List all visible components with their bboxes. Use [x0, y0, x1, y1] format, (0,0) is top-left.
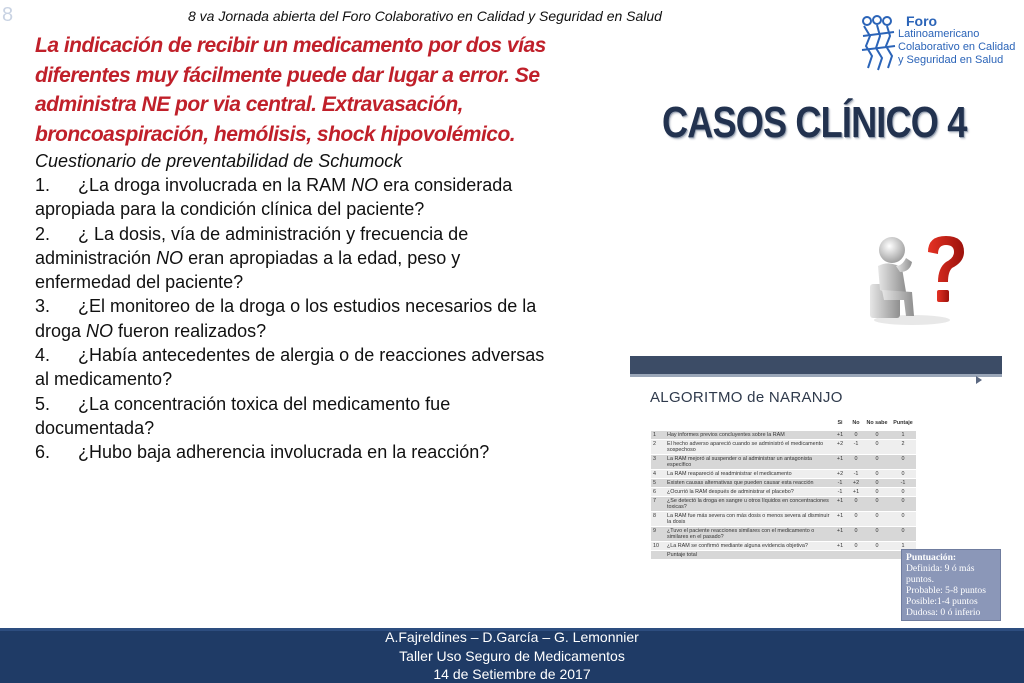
- total-label: Puntaje total: [665, 550, 890, 559]
- table-cell: +2: [848, 478, 864, 487]
- table-cell: 1: [651, 430, 665, 439]
- question-item: [35, 440, 555, 464]
- total-row: [651, 550, 916, 559]
- question-number: 4.: [35, 345, 51, 366]
- question-item: [35, 343, 555, 392]
- question-text: ¿El monitoreo de la droga o los estudios necesarios de la droga: [35, 296, 537, 341]
- table-cell: 0: [864, 526, 890, 541]
- table-cell: 0: [848, 430, 864, 439]
- table-cell: ¿Ocurrió la RAM después de administrar el placebo?: [665, 487, 832, 496]
- question-text: ¿La droga involucrada en la RAM: [78, 175, 352, 195]
- table-cell: 0: [848, 526, 864, 541]
- table-cell: 0: [890, 496, 916, 511]
- question-number: 6.: [35, 442, 51, 463]
- table-cell: +1: [832, 526, 848, 541]
- footer-workshop: Taller Uso Seguro de Medicamentos: [399, 648, 625, 664]
- table-cell: 0: [864, 487, 890, 496]
- table-cell: +1: [832, 454, 848, 469]
- table-cell: -1: [832, 478, 848, 487]
- table-cell: 0: [864, 478, 890, 487]
- table-cell: Hay informes previos concluyentes sobre la RAM: [665, 430, 832, 439]
- table-cell: ¿La RAM se confirmó mediante alguna evidencia objetiva?: [665, 541, 832, 550]
- table-cell: 0: [864, 454, 890, 469]
- slide-number: 8: [2, 4, 14, 26]
- question-text: ¿La concentración toxica del medicamento fue documentada?: [35, 393, 451, 438]
- table-cell: +1: [832, 496, 848, 511]
- header-cell: Si: [837, 419, 843, 426]
- question-text-end: era considerada apropiada para la condición clínica del paciente?: [35, 175, 513, 220]
- table-cell: 0: [890, 469, 916, 478]
- table-cell: 0: [890, 487, 916, 496]
- footer-bar: [0, 628, 1024, 683]
- table-cell: 8: [651, 511, 665, 526]
- question-item: [35, 294, 555, 343]
- table-cell: -1: [848, 439, 864, 454]
- naranjo-table: [651, 416, 916, 559]
- naranjo-table-body: [651, 430, 916, 559]
- header-cell: No: [852, 419, 860, 426]
- table-cell: -1: [832, 487, 848, 496]
- question-number: 3.: [35, 296, 51, 317]
- question-emphasis: NO: [86, 320, 114, 341]
- table-cell: 2: [651, 439, 665, 454]
- header-cell: [651, 416, 665, 430]
- table-row: [651, 487, 916, 496]
- table-cell: El hecho adverso apareció cuando se administró el medicamento sospechoso: [665, 439, 832, 454]
- table-cell: +2: [832, 439, 848, 454]
- table-cell: 0: [890, 526, 916, 541]
- table-row: [651, 496, 916, 511]
- table-cell: +1: [832, 430, 848, 439]
- score-legend-line: Definida: 9 ó más puntos.: [906, 563, 975, 585]
- case-title: CASOS CLÍNICO 4: [662, 98, 967, 147]
- table-cell: -1: [848, 469, 864, 478]
- table-cell: 4: [651, 469, 665, 478]
- question-text-end: fueron realizados?: [113, 320, 267, 341]
- people-logo-icon: [860, 14, 900, 72]
- question-text: ¿Hubo baja adherencia involucrada en la reacción?: [78, 442, 490, 463]
- main-text: [35, 31, 555, 465]
- header-cell: Puntaje: [893, 419, 913, 426]
- table-cell: +2: [832, 469, 848, 478]
- score-legend-line: Dudosa: 0 ó inferio: [906, 607, 981, 618]
- table-row: [651, 511, 916, 526]
- header-cell: [665, 416, 832, 430]
- logo-title: Foro: [906, 13, 938, 29]
- question-item: [35, 392, 555, 441]
- score-legend-title: Puntuación:: [906, 552, 957, 563]
- logo-line-3: y Seguridad en Salud: [898, 54, 1004, 66]
- question-text-end: eran apropiadas a la edad, peso y enfermedad del paciente?: [35, 247, 461, 293]
- table-cell: 1: [890, 541, 916, 550]
- table-cell: 0: [848, 496, 864, 511]
- naranjo-title: ALGORITMO de NARANJO: [650, 389, 843, 406]
- table-row: [651, 430, 916, 439]
- thinking-person-question-icon: [862, 232, 980, 326]
- table-row: [651, 454, 916, 469]
- table-cell: 0: [864, 496, 890, 511]
- table-cell: +1: [832, 511, 848, 526]
- table-cell: 0: [864, 469, 890, 478]
- table-cell: 0: [890, 454, 916, 469]
- table-cell: 5: [651, 478, 665, 487]
- panel-top-bar: [630, 356, 1002, 374]
- question-number: 1.: [35, 175, 51, 195]
- questionnaire-title: Cuestionario de preventabilidad de Schumock: [35, 151, 403, 171]
- logo-line-2: Colaborativo en Calidad: [898, 41, 1016, 53]
- table-header-row: [651, 416, 916, 430]
- table-cell: 0: [848, 541, 864, 550]
- panel-accent-bar: [630, 374, 1002, 377]
- question-item: [35, 173, 555, 222]
- table-cell: ¿Tuvo el paciente reacciones similares con el medicamento o similares en el pasado?: [665, 526, 832, 541]
- table-cell: ¿Se detectó la droga en sangre u otros líquidos en concentraciones toxicas?: [665, 496, 832, 511]
- header-cell: No sabe: [866, 419, 888, 426]
- table-cell: -1: [890, 478, 916, 487]
- table-cell: Existen causas alternativas que pueden causar esta reacción: [665, 478, 832, 487]
- table-cell: 0: [890, 511, 916, 526]
- question-text: ¿Había antecedentes de alergia o de reacciones adversas al medicamento?: [35, 345, 545, 390]
- table-cell: 1: [890, 430, 916, 439]
- table-cell: 7: [651, 496, 665, 511]
- table-cell: +1: [848, 487, 864, 496]
- table-cell: 0: [848, 511, 864, 526]
- table-cell: La RAM reapareció al readministrar el medicamento: [665, 469, 832, 478]
- table-cell: 0: [864, 541, 890, 550]
- table-cell: 0: [848, 454, 864, 469]
- table-row: [651, 478, 916, 487]
- table-row: [651, 469, 916, 478]
- header-text: 8 va Jornada abierta del Foro Colaborativo en Calidad y Seguridad en Salud: [188, 8, 662, 24]
- foro-logo: [858, 12, 1024, 72]
- table-cell: 6: [651, 487, 665, 496]
- footer-authors: A.Fajreldines – D.García – G. Lemonnier: [385, 629, 639, 645]
- table-cell: La RAM mejoró al suspender o al administrar un antagonista específico: [665, 454, 832, 469]
- table-row: [651, 541, 916, 550]
- question-list: [35, 173, 555, 465]
- table-cell: 9: [651, 526, 665, 541]
- footer-date: 14 de Setiembre de 2017: [433, 666, 591, 682]
- question-emphasis: NO: [156, 247, 184, 268]
- table-cell: 0: [864, 511, 890, 526]
- question-number: 2.: [35, 223, 51, 244]
- score-legend-line: Probable: 5-8 puntos: [906, 585, 986, 596]
- table-row: [651, 439, 916, 454]
- table-cell: 2: [890, 439, 916, 454]
- question-emphasis: NO: [351, 175, 379, 195]
- table-cell: 10: [651, 541, 665, 550]
- question-text: ¿ La dosis, vía de administración y frecuencia de administración: [35, 223, 469, 268]
- table-cell: 0: [864, 439, 890, 454]
- score-legend: [901, 549, 1001, 621]
- question-item: [35, 222, 555, 295]
- table-cell: 0: [864, 430, 890, 439]
- table-cell: La RAM fue más severa con más dosis o menos severa al disminuir la dosis: [665, 511, 832, 526]
- intro-paragraph: La indicación de recibir un medicamento por dos vías diferentes muy fácilmente puede dar lugar a error. Se administra NE por via central. Extravasación, broncoaspiración, hemólisis, shock hipovolémico.: [35, 34, 546, 146]
- table-cell: [651, 550, 665, 559]
- arrow-icon: [976, 376, 982, 384]
- score-legend-line: Posible:1-4 puntos: [906, 596, 978, 607]
- table-cell: 3: [651, 454, 665, 469]
- table-cell: +1: [832, 541, 848, 550]
- question-number: 5.: [35, 393, 51, 414]
- table-row: [651, 526, 916, 541]
- logo-line-1: Latinoamericano: [898, 28, 980, 40]
